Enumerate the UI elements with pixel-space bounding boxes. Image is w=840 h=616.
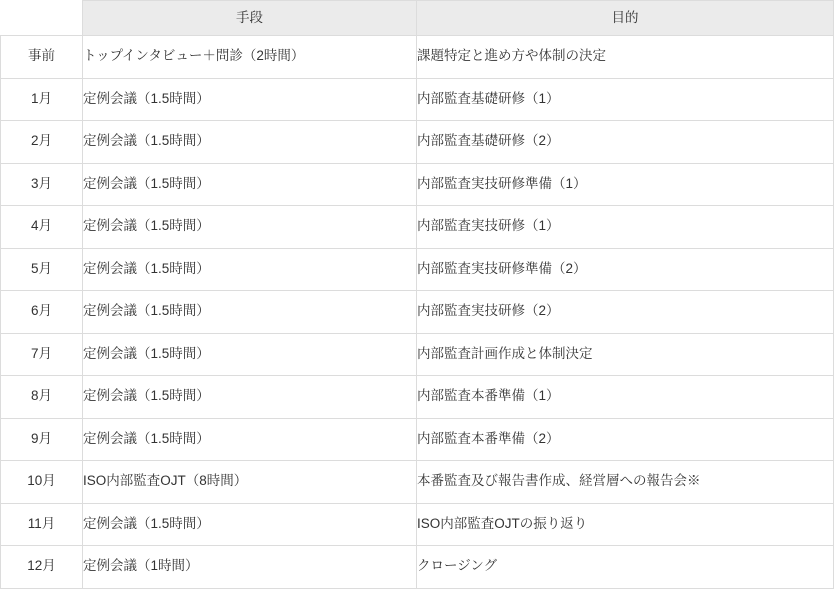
cell-purpose: 内部監査実技研修（1）	[417, 206, 834, 249]
cell-means: 定例会議（1.5時間）	[83, 78, 417, 121]
table-row	[1, 461, 834, 504]
table-row	[1, 503, 834, 546]
table-row	[1, 206, 834, 249]
table-row	[1, 36, 834, 79]
cell-means: 定例会議（1.5時間）	[83, 418, 417, 461]
table-row	[1, 333, 834, 376]
cell-means: 定例会議（1.5時間）	[83, 376, 417, 419]
cell-means: トップインタビュー＋問診（2時間）	[83, 36, 417, 79]
cell-period: 8月	[1, 376, 83, 419]
table-body	[1, 36, 834, 589]
cell-period: 11月	[1, 503, 83, 546]
cell-period: 12月	[1, 546, 83, 589]
cell-period: 6月	[1, 291, 83, 334]
table-header	[1, 1, 834, 36]
cell-purpose: 内部監査基礎研修（2）	[417, 121, 834, 164]
cell-period: 9月	[1, 418, 83, 461]
cell-means: 定例会議（1.5時間）	[83, 206, 417, 249]
cell-means: 定例会議（1.5時間）	[83, 121, 417, 164]
table-row	[1, 121, 834, 164]
cell-period: 5月	[1, 248, 83, 291]
cell-purpose: 内部監査本番準備（2）	[417, 418, 834, 461]
cell-means: ISO内部監査OJT（8時間）	[83, 461, 417, 504]
cell-purpose: 内部監査実技研修準備（2）	[417, 248, 834, 291]
cell-purpose: クロージング	[417, 546, 834, 589]
table-row	[1, 78, 834, 121]
table-row	[1, 248, 834, 291]
cell-purpose: 課題特定と進め方や体制の決定	[417, 36, 834, 79]
column-header-purpose: 目的	[417, 1, 834, 36]
table-row	[1, 291, 834, 334]
cell-period: 7月	[1, 333, 83, 376]
table-row	[1, 546, 834, 589]
cell-purpose: ISO内部監査OJTの振り返り	[417, 503, 834, 546]
cell-purpose: 本番監査及び報告書作成、経営層への報告会※	[417, 461, 834, 504]
table-row	[1, 418, 834, 461]
cell-period: 10月	[1, 461, 83, 504]
cell-means: 定例会議（1.5時間）	[83, 248, 417, 291]
cell-purpose: 内部監査計画作成と体制決定	[417, 333, 834, 376]
cell-purpose: 内部監査基礎研修（1）	[417, 78, 834, 121]
cell-period: 4月	[1, 206, 83, 249]
cell-purpose: 内部監査実技研修準備（1）	[417, 163, 834, 206]
cell-period: 2月	[1, 121, 83, 164]
table-row	[1, 376, 834, 419]
cell-means: 定例会議（1.5時間）	[83, 291, 417, 334]
cell-period: 3月	[1, 163, 83, 206]
cell-means: 定例会議（1.5時間）	[83, 333, 417, 376]
cell-means: 定例会議（1.5時間）	[83, 163, 417, 206]
cell-means: 定例会議（1時間）	[83, 546, 417, 589]
column-header-means: 手段	[83, 1, 417, 36]
cell-purpose: 内部監査実技研修（2）	[417, 291, 834, 334]
table-row	[1, 163, 834, 206]
cell-period: 事前	[1, 36, 83, 79]
cell-purpose: 内部監査本番準備（1）	[417, 376, 834, 419]
cell-period: 1月	[1, 78, 83, 121]
cell-means: 定例会議（1.5時間）	[83, 503, 417, 546]
table-header-row	[1, 1, 834, 36]
column-header-period	[1, 1, 83, 36]
